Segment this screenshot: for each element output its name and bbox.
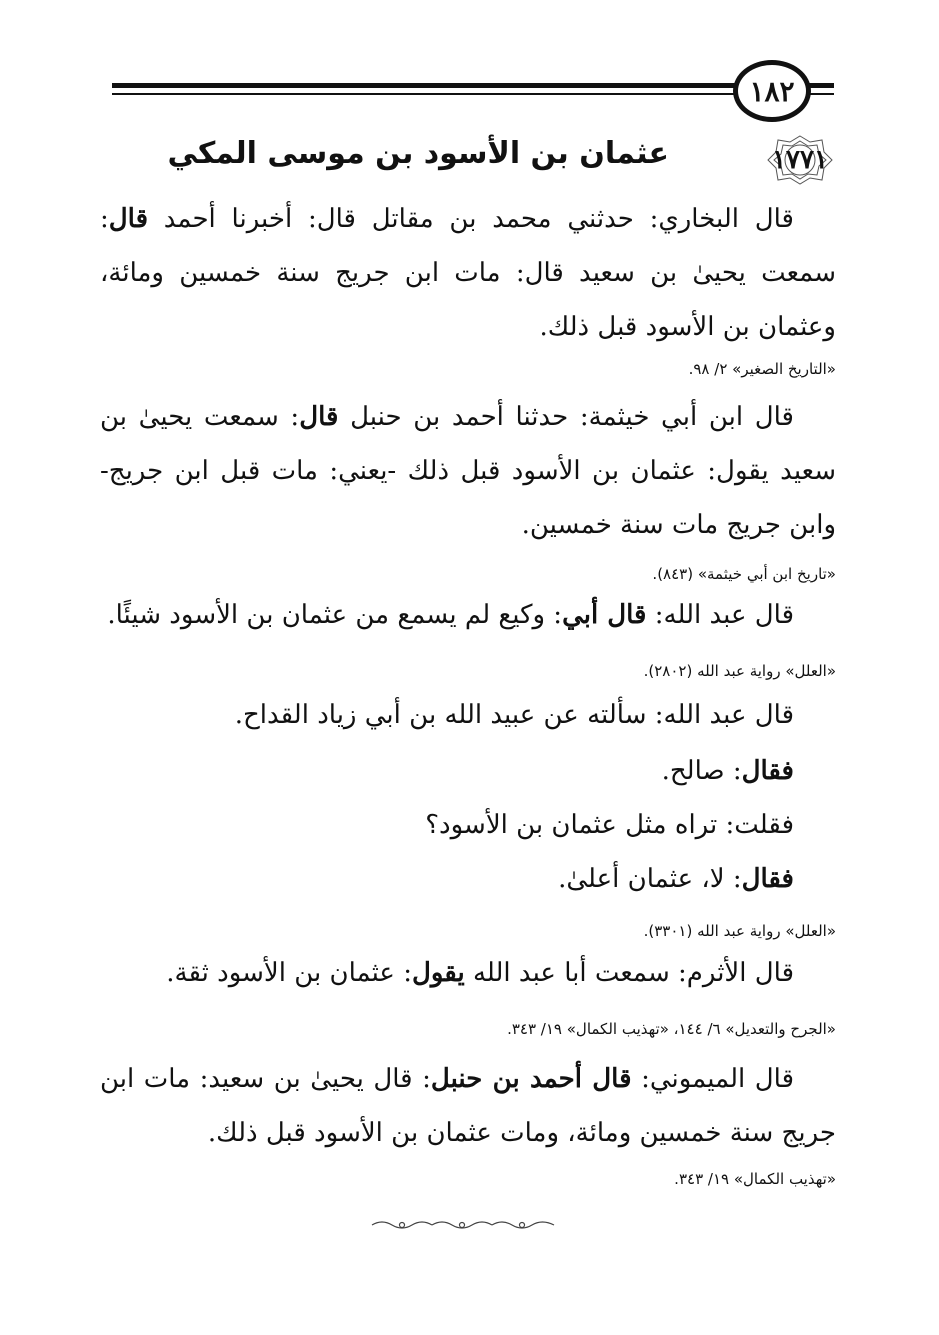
paragraph-text: قال الأثرم: سمعت أبا عبد الله [464, 958, 794, 988]
paragraph-athram [166, 958, 794, 988]
paragraph-abdullah-1 [107, 600, 794, 630]
header-rule-bottom [112, 93, 834, 95]
dialogue-line-3 [558, 864, 794, 894]
header-rule-top [112, 83, 834, 88]
bold-phrase: قال أحمد بن حنبل [430, 1064, 632, 1094]
paragraph-text: : لا، عثمان أعلىٰ. [558, 864, 742, 894]
bold-phrase: يقول [411, 958, 465, 988]
paragraph-text: : عثمان بن الأسود ثقة. [166, 958, 412, 988]
entry-title: عثمان بن الأسود بن موسى المكي [167, 136, 669, 171]
paragraph-ibn-abi-khaythama [100, 390, 836, 552]
paragraph-text: قال عبد الله: [646, 600, 794, 630]
source-citation: «تهذيب الكمال» ١٩/ ٣٤٣. [674, 1170, 836, 1188]
page-number: ١٨٢ [749, 74, 795, 108]
bold-phrase: قال أبي [562, 600, 647, 630]
source-citation: «العلل» رواية عبد الله (٣٣٠١). [643, 922, 836, 940]
dialogue-line-2: فقلت: تراه مثل عثمان بن الأسود؟ [425, 810, 794, 840]
bold-phrase: فقال [741, 756, 794, 786]
source-citation: «التاريخ الصغير» ٢/ ٩٨. [688, 360, 836, 378]
paragraph-text: : وكيع لم يسمع من عثمان بن الأسود شيئًا. [107, 600, 563, 630]
end-ornament-icon [368, 1218, 558, 1232]
paragraph-text: قال ابن أبي خيثمة: حدثنا أحمد بن حنبل [338, 402, 794, 432]
paragraph-text: : سمعت يحيىٰ بن سعيد قال: مات ابن جريج سنة خمسين ومائة، وعثمان بن الأسود قبل ذلك. [100, 204, 836, 342]
paragraph-text: قال البخاري: حدثني محمد بن مقاتل قال: أخبرنا أحمد [148, 204, 794, 234]
paragraph-maymuni [100, 1052, 836, 1160]
bold-phrase: فقال [741, 864, 794, 894]
paragraph-text: : قال يحيىٰ بن سعيد: مات ابن جريج سنة خمسين ومائة، ومات عثمان بن الأسود قبل ذلك. [100, 1064, 836, 1148]
source-citation: «الجرح والتعديل» ٦/ ١٤٤، «تهذيب الكمال» ١٩/ ٣٤٣. [507, 1020, 836, 1038]
entry-number: ١٧٧١ [772, 145, 828, 175]
paragraph-bukhari [100, 192, 836, 354]
dialogue-line-1 [662, 756, 794, 786]
bold-phrase: قال [108, 204, 149, 234]
paragraph-abdullah-2: قال عبد الله: سألته عن عبيد الله بن أبي زياد القداح. [234, 700, 794, 730]
source-citation: «تاريخ ابن أبي خيثمة» (٨٤٣). [652, 565, 836, 583]
paragraph-text: قال الميموني: [631, 1064, 794, 1094]
page-number-badge [733, 60, 811, 122]
paragraph-text: : سمعت يحيىٰ بن سعيد يقول: عثمان بن الأسود قبل ذلك -يعني: مات قبل ابن جريج- وابن جريج مات سنة خمسين. [100, 402, 836, 540]
source-citation: «العلل» رواية عبد الله (٢٨٠٢). [643, 662, 836, 680]
entry-number-badge [766, 134, 834, 186]
bold-phrase: قال [299, 402, 339, 432]
paragraph-text: : صالح. [661, 756, 742, 786]
